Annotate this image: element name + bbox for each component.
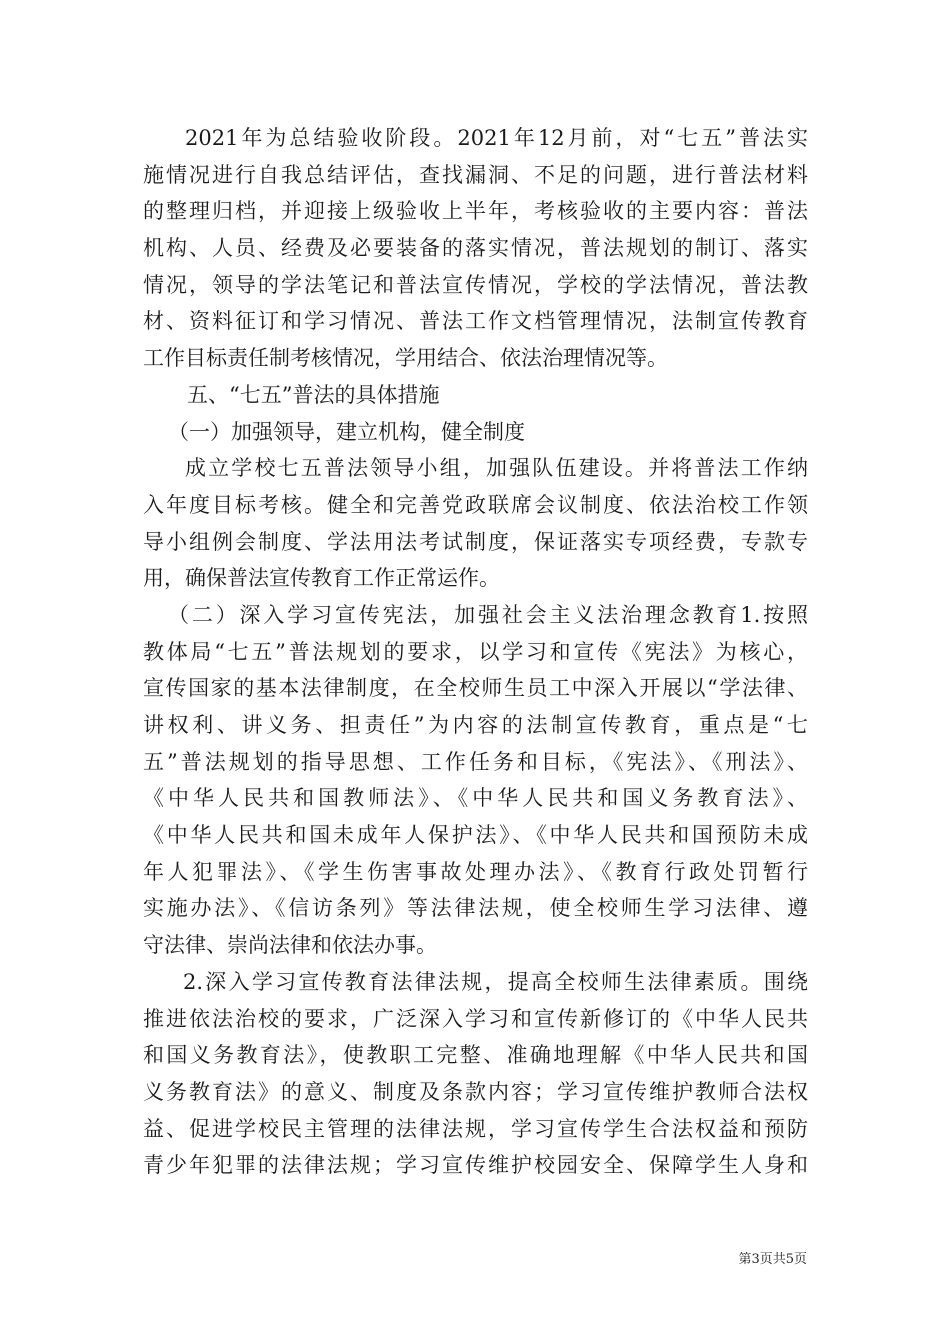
text-line: 青少年犯罪的法律法规；学习宣传维护校园安全、保障学生人身和 [143, 1153, 808, 1178]
text-line: 五”普法规划的指导思想、工作任务和目标，《宪法》、《刑法》、 [143, 749, 808, 774]
text-line: 材、资料征订和学习情况、普法工作文档管理情况，法制宣传教育 [143, 309, 808, 334]
text-line: 宣传国家的基本法律制度，在全校师生员工中深入开展以“学法律、 [143, 676, 808, 701]
text-line: 年人犯罪法》、《学生伤害事故处理办法》、《教育行政处罚暂行 [143, 859, 808, 884]
text-line: 《中华人民共和国教师法》、《中华人民共和国义务教育法》、 [143, 786, 808, 811]
text-line: 用，确保普法宣传教育工作正常运作。 [143, 566, 500, 591]
text-line: 2021年为总结验收阶段。2021年12月前，对“七五”普法实 [185, 126, 808, 150]
text-line: 和国义务教育法》，使教职工完整、准确地理解《中华人民共和国 [143, 1043, 808, 1068]
subsection-heading: （二）深入学习宣传宪法，加强社会主义法治理念教育1.按照 [168, 602, 808, 627]
text-line: 机构、人员、经费及必要装备的落实情况，普法规划的制订、落实 [143, 236, 808, 261]
section-heading: 五、“七五”普法的具体措施 [187, 382, 440, 407]
text-line: 《中华人民共和国未成年人保护法》、《中华人民共和国预防未成 [143, 823, 808, 848]
text-line: 义务教育法》的意义、制度及条款内容；学习宣传维护教师合法权 [143, 1079, 808, 1104]
subsection-heading: （一）加强领导，建立机构，健全制度 [168, 419, 525, 444]
text-line: 守法律、崇尚法律和依法办事。 [143, 933, 437, 958]
text-line: 实施办法》、《信访条列》等法律法规，使全校师生学习法律、遵 [143, 896, 808, 921]
text-line: 入年度目标考核。健全和完善党政联席会议制度、依法治校工作领 [143, 492, 808, 517]
text-line: 成立学校七五普法领导小组，加强队伍建设。并将普法工作纳 [185, 456, 808, 481]
text-line: 的整理归档，并迎接上级验收上半年，考核验收的主要内容：普法 [143, 199, 808, 224]
text-line: 讲权利、讲义务、担责任”为内容的法制宣传教育，重点是“七 [143, 713, 808, 737]
text-line: 导小组例会制度、学法用法考试制度，保证落实专项经费，专款专 [143, 529, 808, 554]
text-line: 教体局“七五”普法规划的要求，以学习和宣传《宪法》为核心， [143, 639, 808, 664]
text-line: 工作目标责任制考核情况，学用结合、依法治理情况等。 [143, 346, 668, 371]
page-number: 第3页共5页 [738, 1252, 807, 1267]
text-line: 情况，领导的学法笔记和普法宣传情况，学校的学法情况，普法教 [143, 272, 808, 297]
document-body [143, 120, 808, 1184]
text-line: 推进依法治校的要求，广泛深入学习和宣传新修订的《中华人民共 [143, 1006, 808, 1031]
text-line: 益、促进学校民主管理的法律法规，学习宣传学生合法权益和预防 [143, 1116, 808, 1141]
text-line: 2.深入学习宣传教育法律法规，提高全校师生法律素质。围绕 [183, 969, 808, 994]
text-line: 施情况进行自我总结评估，查找漏洞、不足的问题，进行普法材料 [143, 162, 808, 187]
